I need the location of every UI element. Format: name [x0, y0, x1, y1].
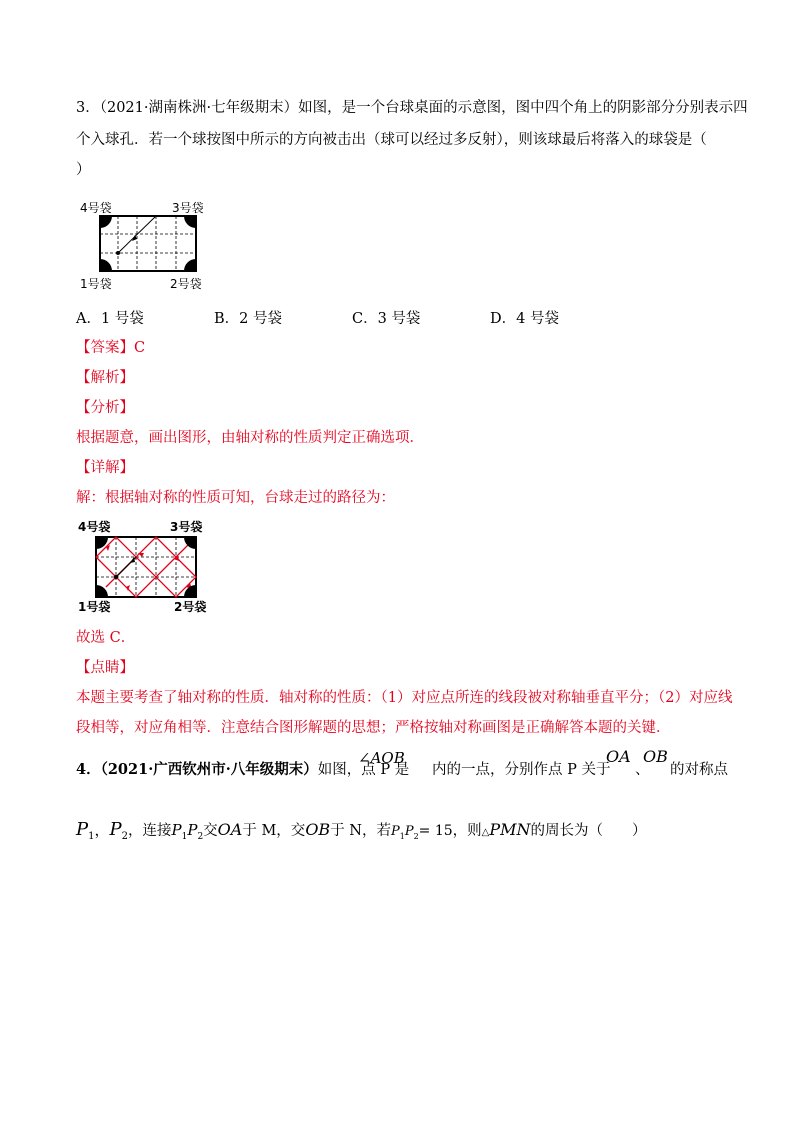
q4-text-9: 的周长为（ ）: [530, 823, 647, 839]
segment-ob: OB: [643, 747, 668, 766]
fenxi-tag: 【分析】: [76, 400, 134, 416]
fenxi-text: 根据题意，画出图形，由轴对称的性质判定正确选项．: [76, 430, 424, 446]
pocket-2-label: 2号袋: [170, 277, 202, 291]
q4-text-6: 于 M，交: [242, 823, 306, 839]
segment-oa-2: OA: [217, 820, 243, 839]
q4-text-8: ，则: [452, 823, 482, 839]
angle-aob: ∠AOB: [358, 749, 405, 767]
option-b: B．2 号袋: [214, 311, 282, 327]
p1p2-b-sub: 2: [197, 832, 204, 842]
ball-path-figure: [78, 515, 218, 615]
equals-15: = 15: [418, 823, 453, 839]
q4-text-1: 如图，点 P 是: [317, 762, 410, 778]
q3-stem-line-2: 个入球孔．若一个球按图中所示的方向被击出（球可以经过多反射），则该球最后将落入的球袋是（: [76, 132, 707, 148]
option-c: C．3 号袋: [352, 311, 421, 327]
option-d: D．4 号袋: [490, 311, 559, 327]
q3-stem-line-3: ）: [76, 162, 91, 178]
comment-line-1: 本题主要考查了轴对称的性质．轴对称的性质：（1）对应点所连的线段被对称轴垂直平分；（2）对应线: [76, 690, 733, 706]
p2-sub: 2: [121, 831, 129, 842]
q4-text-2: 内的一点，分别作点 P 关于: [432, 762, 611, 778]
pocket-4-label-2: 4号袋: [78, 520, 111, 534]
q4-text-5: 交: [203, 823, 218, 839]
p1p2-a: P: [171, 821, 182, 839]
q4-source: 4．（2021·广西钦州市·八年级期末）: [76, 761, 318, 778]
pocket-4-label: 4号袋: [80, 201, 112, 215]
billiard-table-figure: [80, 196, 210, 292]
comma: ，: [94, 821, 110, 839]
p1-sub: 1: [88, 831, 95, 842]
answer-tag: 【答案】C: [76, 340, 146, 356]
pmn: PMN: [489, 820, 531, 839]
triangle-symbol: △: [481, 827, 490, 838]
segment-oa: OA: [606, 747, 631, 766]
separator: 、: [635, 762, 650, 778]
comment-tag: 【点睛】: [76, 660, 134, 676]
conclusion-text: 故选 C．: [76, 630, 136, 646]
p1-symbol: P: [76, 819, 89, 840]
p1p2-b: P: [187, 821, 198, 839]
pocket-3-label: 3号袋: [172, 201, 204, 215]
p1p2-d-sub: 2: [413, 832, 419, 841]
analysis-tag: 【解析】: [76, 370, 134, 386]
option-a: A．1 号袋: [76, 311, 144, 327]
pocket-2-label-2: 2号袋: [174, 600, 207, 614]
p1p2-c: P: [390, 824, 400, 839]
p2-symbol: P: [109, 819, 122, 840]
segment-ob-2: OB: [305, 820, 331, 839]
q4-text-3: 的对称点: [670, 762, 728, 778]
p1p2-d: P: [404, 824, 414, 839]
comment-line-2: 段相等，对应角相等．注意结合图形解题的思想；严格按轴对称画图是正确解答本题的关键．: [76, 720, 671, 736]
q4-text-7: 于 N，若: [330, 823, 391, 839]
pocket-1-label-2: 1号袋: [78, 600, 111, 614]
p1p2-c-sub: 1: [399, 832, 405, 841]
detail-text: 解：根据轴对称的性质可知，台球走过的路径为：: [76, 490, 395, 506]
pocket-1-label: 1号袋: [80, 277, 112, 291]
q3-stem-line-1: 3．（2021·湖南株洲·七年级期末）如图，是一个台球桌面的示意图，图中四个角上的阴影部分分别表示四: [76, 100, 748, 116]
q4-stem-line-2: [76, 820, 647, 847]
detail-tag: 【详解】: [76, 460, 134, 476]
q4-text-4: ，连接: [128, 823, 172, 839]
pocket-3-label-2: 3号袋: [170, 520, 203, 534]
p1p2-a-sub: 1: [181, 832, 188, 842]
